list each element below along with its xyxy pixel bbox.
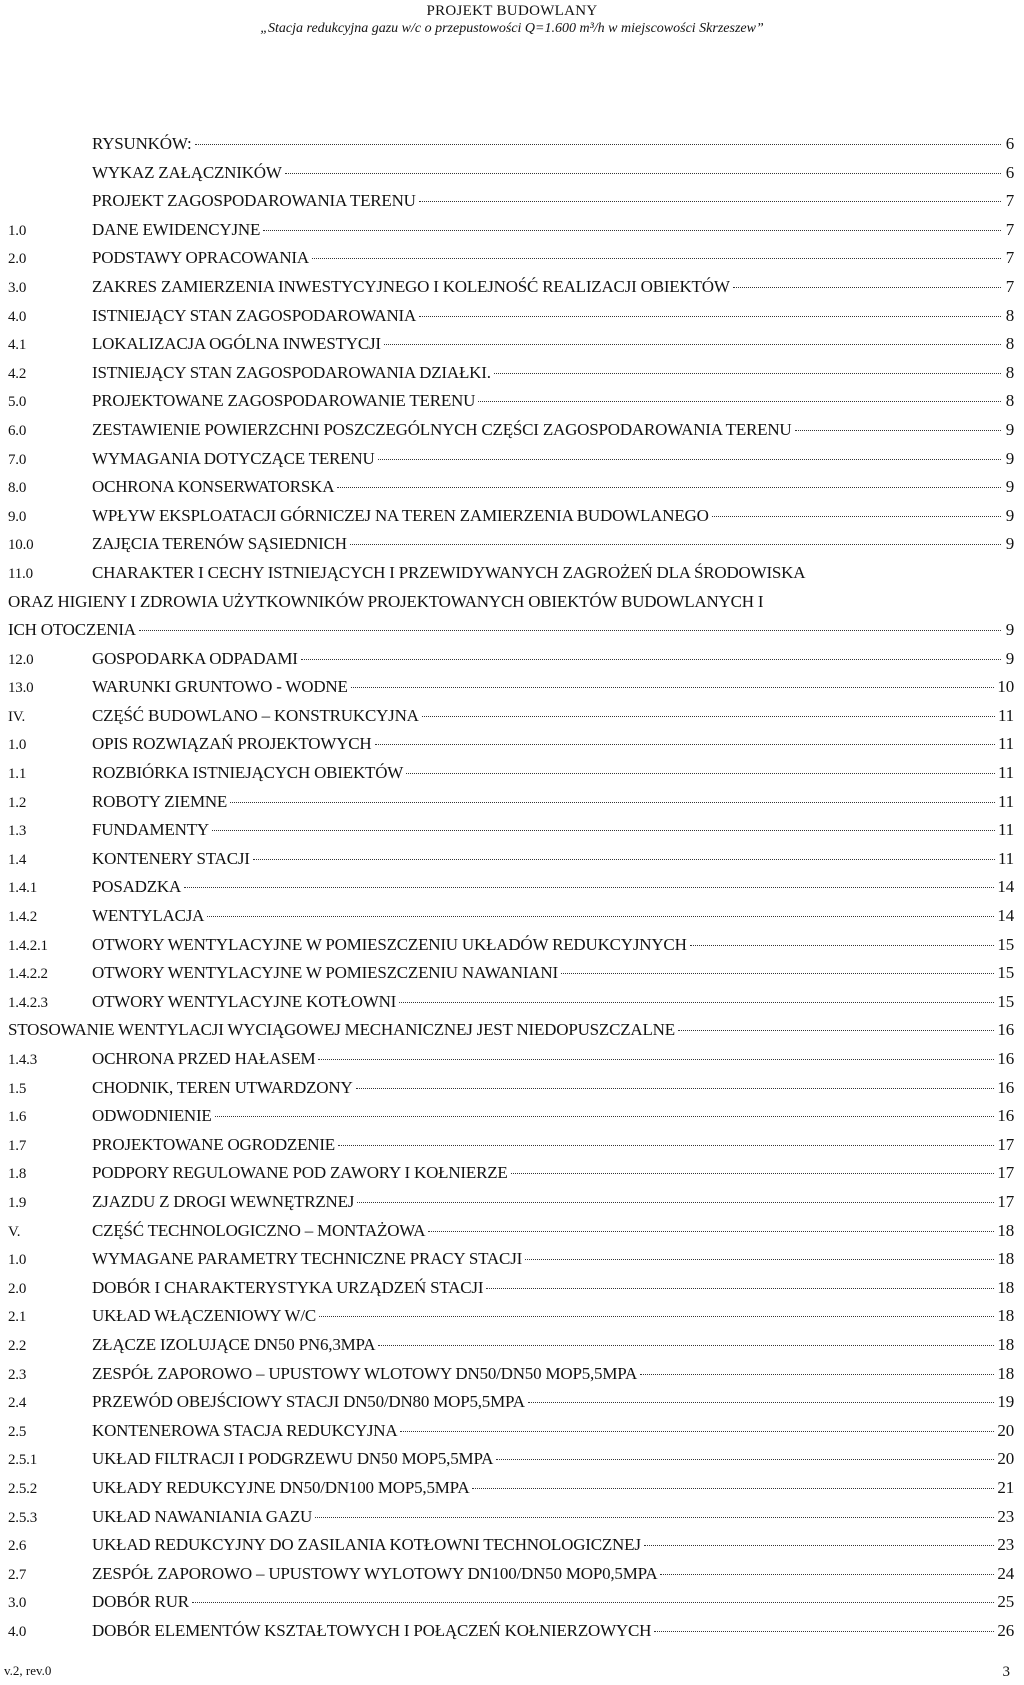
toc-entry-page: 11 [998, 705, 1014, 725]
toc-entry[interactable] [8, 306, 1014, 335]
dot-leader [375, 744, 996, 745]
dot-leader [253, 859, 995, 860]
toc-entry[interactable] [8, 1049, 1014, 1078]
dot-leader [795, 430, 1002, 431]
toc-entry-title: ZŁĄCZE IZOLUJĄCE DN50 PN6,3MPA [92, 1334, 376, 1354]
toc-entry[interactable] [8, 1564, 1014, 1593]
toc-entry-page: 23 [997, 1535, 1014, 1555]
toc-entry-page: 7 [1005, 219, 1014, 239]
toc-entry-title: WYMAGANIA DOTYCZĄCE TERENU [92, 448, 375, 468]
dot-leader [422, 716, 995, 717]
dot-leader [312, 258, 1001, 259]
toc-entry-title: PODPORY REGULOWANE POD ZAWORY I KOŁNIERZE [92, 1163, 508, 1183]
toc-entry-page: 7 [1005, 191, 1014, 211]
toc-entry-page: 9 [1005, 477, 1014, 497]
toc-entry-title: OTWORY WENTYLACYJNE W POMIESZCZENIU UKŁADÓW REDUKCYJNYCH [92, 934, 687, 954]
toc-entry[interactable] [8, 420, 1014, 449]
toc-entry-page: 24 [997, 1563, 1014, 1583]
toc-entry-title: OTWORY WENTYLACYJNE W POMIESZCZENIU NAWANIANI [92, 963, 558, 983]
toc-entry-title: ISTNIEJĄCY STAN ZAGOSPODAROWANIA [92, 305, 417, 325]
toc-entry[interactable] [8, 1020, 1014, 1049]
toc-entry-page: 18 [997, 1220, 1014, 1240]
toc-entry-page: 11 [998, 734, 1014, 754]
toc-entry-number: 2.5.3 [8, 1509, 38, 1526]
toc-entry-page: 9 [1005, 648, 1014, 668]
toc-entry-page: 8 [1005, 391, 1014, 411]
toc-entry-title-end: ICH OTOCZENIA [8, 620, 136, 640]
toc-entry-title: UKŁADY REDUKCYJNE DN50/DN100 MOP5,5MPA [92, 1477, 470, 1497]
toc-entry-page: 11 [998, 820, 1014, 840]
dot-leader [712, 516, 1001, 517]
toc-entry-title: ROZBIÓRKA ISTNIEJĄCYCH OBIEKTÓW [92, 763, 404, 783]
toc-entry-title: DOBÓR RUR [92, 1592, 189, 1612]
toc-entry[interactable] [8, 134, 1014, 163]
toc-entry-page: 16 [997, 1106, 1014, 1126]
toc-entry-title: DANE EWIDENCYJNE [92, 219, 261, 239]
toc-entry-title: OPIS ROZWIĄZAŃ PROJEKTOWYCH [92, 734, 372, 754]
toc-entry-title: ODWODNIENIE [92, 1106, 212, 1126]
toc-entry[interactable] [8, 1364, 1014, 1393]
dot-leader [494, 373, 1001, 374]
dot-leader [496, 1459, 994, 1460]
toc-entry[interactable] [8, 1106, 1014, 1135]
toc-entry-number: 7.0 [8, 451, 27, 468]
dot-leader [378, 459, 1001, 460]
toc-entry-title: LOKALIZACJA OGÓLNA INWESTYCJI [92, 334, 381, 354]
dot-leader [301, 659, 1001, 660]
toc-entry-title: ZESPÓŁ ZAPOROWO – UPUSTOWY WLOTOWY DN50/DN50 MOP5,5MPA [92, 1363, 638, 1383]
toc-entry[interactable] [8, 1392, 1014, 1421]
toc-entry-page: 6 [1005, 162, 1014, 182]
dot-leader [195, 144, 1001, 145]
toc-entry-title: PROJEKT ZAGOSPODAROWANIA TERENU [92, 191, 416, 211]
toc-entry-title: STOSOWANIE WENTYLACJI WYCIĄGOWEJ MECHANICZNEJ JEST NIEDOPUSZCZALNE [8, 1020, 675, 1040]
toc-entry-number: 1.4.2 [8, 909, 38, 926]
header-title: PROJEKT BUDOWLANY [426, 3, 598, 19]
toc-entry-page: 9 [1005, 448, 1014, 468]
toc-entry[interactable] [8, 334, 1014, 363]
toc-entry-page: 14 [997, 877, 1014, 897]
dot-leader [640, 1374, 994, 1375]
toc-entry-number: 10.0 [8, 537, 34, 554]
dot-leader [654, 1631, 994, 1632]
toc-entry[interactable] [8, 1507, 1014, 1536]
dot-leader [318, 1059, 994, 1060]
toc-entry-number: 1.0 [8, 222, 27, 239]
toc-entry-page: 9 [1005, 620, 1014, 640]
dot-leader [356, 1088, 995, 1089]
toc-entry[interactable] [8, 1592, 1014, 1621]
toc-entry-number: 3.0 [8, 279, 27, 296]
toc-entry-title-continued: ORAZ HIGIENY I ZDROWIA UŻYTKOWNIKÓW PROJEKTOWANYCH OBIEKTÓW BUDOWLANYCH I [8, 591, 764, 611]
dot-leader [315, 1517, 994, 1518]
toc-entry-number: 4.0 [8, 308, 27, 325]
toc-entry-page: 9 [1005, 419, 1014, 439]
toc-entry-number: 4.0 [8, 1623, 27, 1640]
toc-entry-title: CHODNIK, TEREN UTWARDZONY [92, 1077, 353, 1097]
toc-entry-number: IV. [8, 708, 26, 725]
toc-entry[interactable] [8, 1221, 1014, 1250]
toc-entry-page: 6 [1005, 134, 1014, 153]
toc-entry-title: WYKAZ ZAŁĄCZNIKÓW [92, 162, 282, 182]
toc-entry-number: 1.1 [8, 766, 27, 783]
toc-entry-title: ZESPÓŁ ZAPOROWO – UPUSTOWY WYLOTOWY DN100/DN50 MOP0,5MPA [92, 1563, 658, 1583]
toc-entry-title: UKŁAD REDUKCYJNY DO ZASILANIA KOTŁOWNI TECHNOLOGICZNEJ [92, 1535, 641, 1555]
dot-leader [285, 173, 1001, 174]
dot-leader [419, 316, 1001, 317]
toc-entry-number: 2.2 [8, 1337, 27, 1354]
toc-entry[interactable] [8, 935, 1014, 964]
toc-entry-page: 8 [1005, 362, 1014, 382]
toc-entry-page: 17 [997, 1134, 1014, 1154]
toc-entry-page: 11 [998, 791, 1014, 811]
toc-entry-title: KONTENEROWA STACJA REDUKCYJNA [92, 1420, 398, 1440]
toc-entry[interactable] [8, 734, 1014, 763]
dot-leader [399, 1002, 994, 1003]
toc-entry-page: 18 [997, 1277, 1014, 1297]
toc-entry-title: PRZEWÓD OBEJŚCIOWY STACJI DN50/DN80 MOP5,5MPA [92, 1392, 525, 1412]
toc-entry[interactable] [8, 1306, 1014, 1335]
dot-leader [678, 1030, 994, 1031]
toc-entry-title: ZAKRES ZAMIERZENIA INWESTYCYJNEGO I KOLEJNOŚĆ REALIZACJI OBIEKTÓW [92, 276, 730, 296]
toc-entry-number: 3.0 [8, 1595, 27, 1612]
toc-entry[interactable] [8, 877, 1014, 906]
toc-entry-number: 1.8 [8, 1166, 27, 1183]
toc-entry[interactable] [8, 1449, 1014, 1478]
toc-entry[interactable] [8, 1278, 1014, 1307]
table-of-contents [8, 134, 1014, 1649]
toc-entry-title: GOSPODARKA ODPADAMI [92, 648, 298, 668]
dot-leader [511, 1173, 995, 1174]
toc-entry[interactable] [8, 1192, 1014, 1221]
toc-entry-title: PROJEKTOWANE ZAGOSPODAROWANIE TERENU [92, 391, 476, 411]
toc-entry[interactable] [8, 563, 1014, 649]
toc-entry-page: 14 [997, 906, 1014, 926]
toc-entry-number: 11.0 [8, 565, 33, 582]
toc-entry-number: 1.0 [8, 737, 27, 754]
toc-entry[interactable] [8, 363, 1014, 392]
toc-entry-title: ZESTAWIENIE POWIERZCHNI POSZCZEGÓLNYCH CZĘŚCI ZAGOSPODAROWANIA TERENU [92, 419, 792, 439]
toc-entry-page: 7 [1005, 276, 1014, 296]
toc-entry-page: 17 [997, 1163, 1014, 1183]
dot-leader [406, 773, 995, 774]
toc-entry-title: WARUNKI GRUNTOWO - WODNE [92, 677, 348, 697]
dot-leader [733, 287, 1001, 288]
toc-entry[interactable] [8, 677, 1014, 706]
toc-entry-number: 1.0 [8, 1252, 27, 1269]
toc-entry[interactable] [8, 191, 1014, 220]
toc-entry-number: 1.3 [8, 823, 27, 840]
dot-leader [486, 1288, 994, 1289]
toc-entry-title: DOBÓR I CHARAKTERYSTYKA URZĄDZEŃ STACJI [92, 1277, 484, 1297]
toc-entry-number: 13.0 [8, 680, 34, 697]
toc-entry-title: KONTENERY STACJI [92, 848, 250, 868]
dot-leader [337, 487, 1001, 488]
toc-entry-title: PROJEKTOWANE OGRODZENIE [92, 1134, 335, 1154]
toc-entry-number: 1.7 [8, 1137, 27, 1154]
toc-entry[interactable] [8, 820, 1014, 849]
toc-entry-page: 8 [1005, 305, 1014, 325]
toc-entry-page: 18 [997, 1363, 1014, 1383]
toc-entry[interactable] [8, 1135, 1014, 1164]
toc-entry-title: ISTNIEJĄCY STAN ZAGOSPODAROWANIA DZIAŁKI. [92, 362, 491, 382]
toc-entry-number: 2.5 [8, 1423, 27, 1440]
toc-entry-number: 2.5.1 [8, 1452, 38, 1469]
toc-entry-number: 2.4 [8, 1395, 27, 1412]
dot-leader [660, 1574, 994, 1575]
toc-entry[interactable] [8, 1621, 1014, 1650]
toc-entry-number: 1.9 [8, 1194, 27, 1211]
toc-entry-number: 4.2 [8, 365, 27, 382]
toc-entry-page: 25 [997, 1592, 1014, 1612]
dot-leader [350, 544, 1001, 545]
toc-entry-page: 9 [1005, 534, 1014, 554]
toc-entry-number: 1.4.2.3 [8, 994, 48, 1011]
toc-entry-page: 16 [997, 1020, 1014, 1040]
toc-entry-page: 8 [1005, 334, 1014, 354]
toc-entry-page: 10 [997, 677, 1014, 697]
toc-entry[interactable] [8, 763, 1014, 792]
toc-entry-page: 16 [997, 1077, 1014, 1097]
toc-entry-title: WYMAGANE PARAMETRY TECHNICZNE PRACY STACJI [92, 1249, 523, 1269]
toc-entry-number: 2.7 [8, 1566, 27, 1583]
toc-entry-title: UKŁAD FILTRACJI I PODGRZEWU DN50 MOP5,5MPA [92, 1449, 494, 1469]
toc-entry-number: 2.1 [8, 1309, 27, 1326]
toc-entry-title: UKŁAD WŁĄCZENIOWY W/C [92, 1306, 317, 1326]
toc-entry-page: 9 [1005, 505, 1014, 525]
toc-entry-number: 2.5.2 [8, 1480, 38, 1497]
toc-entry-title: OTWORY WENTYLACYJNE KOTŁOWNI [92, 991, 397, 1011]
toc-entry-title: WENTYLACJA [92, 906, 205, 926]
dot-leader [338, 1145, 994, 1146]
toc-entry[interactable] [8, 449, 1014, 478]
toc-entry-number: 1.4.2.1 [8, 937, 48, 954]
dot-leader [472, 1488, 994, 1489]
toc-entry-number: 2.3 [8, 1366, 27, 1383]
toc-entry-page: 7 [1005, 248, 1014, 268]
toc-entry[interactable] [8, 277, 1014, 306]
toc-entry-number: 1.4 [8, 851, 27, 868]
toc-entry-page: 20 [997, 1420, 1014, 1440]
dot-leader [263, 230, 1001, 231]
toc-entry-page: 23 [997, 1506, 1014, 1526]
dot-leader [525, 1259, 994, 1260]
toc-entry-title: ZAJĘCIA TERENÓW SĄSIEDNICH [92, 534, 347, 554]
toc-entry-title: PODSTAWY OPRACOWANIA [92, 248, 309, 268]
toc-entry[interactable] [8, 220, 1014, 249]
dot-leader [384, 344, 1001, 345]
toc-entry-page: 18 [997, 1249, 1014, 1269]
toc-entry-page: 18 [997, 1306, 1014, 1326]
toc-entry[interactable] [8, 992, 1014, 1021]
toc-entry[interactable] [8, 906, 1014, 935]
toc-entry-number: 1.4.3 [8, 1052, 38, 1068]
toc-entry[interactable] [8, 534, 1014, 563]
toc-entry-page: 18 [997, 1334, 1014, 1354]
toc-entry-number: 1.6 [8, 1109, 27, 1126]
toc-entry-number: 2.6 [8, 1538, 27, 1555]
dot-leader [428, 1231, 994, 1232]
toc-entry-number: 4.1 [8, 337, 27, 354]
dot-leader [192, 1602, 994, 1603]
revision-label: v.2, rev.0 [4, 1663, 52, 1678]
dot-leader [478, 401, 1001, 402]
toc-entry-number: 9.0 [8, 508, 27, 525]
toc-entry[interactable] [8, 1163, 1014, 1192]
toc-entry[interactable] [8, 849, 1014, 878]
toc-entry-title: ZJAZDU Z DROGI WEWNĘTRZNEJ [92, 1191, 355, 1211]
toc-entry[interactable] [8, 963, 1014, 992]
toc-entry[interactable] [8, 1478, 1014, 1507]
toc-entry-page: 21 [997, 1477, 1014, 1497]
toc-entry-title: RYSUNKÓW: [92, 134, 192, 153]
header-subtitle: „Stacja redukcyjna gazu w/c o przepustowości Q=1.600 m³/h w miejscowości Skrzeszew” [260, 21, 764, 36]
toc-entry-number: V. [8, 1223, 21, 1240]
toc-entry-page: 15 [997, 991, 1014, 1011]
dot-leader [212, 830, 995, 831]
toc-entry-page: 11 [998, 763, 1014, 783]
toc-entry-page: 15 [997, 963, 1014, 983]
toc-entry-number: 1.2 [8, 794, 27, 811]
toc-entry[interactable] [8, 1078, 1014, 1107]
toc-entry-page: 19 [997, 1392, 1014, 1412]
toc-entry[interactable] [8, 792, 1014, 821]
toc-entry[interactable] [8, 706, 1014, 735]
toc-entry-title: OCHRONA PRZED HAŁASEM [92, 1049, 316, 1068]
toc-entry[interactable] [8, 477, 1014, 506]
toc-entry-page: 26 [997, 1620, 1014, 1640]
toc-entry[interactable] [8, 1421, 1014, 1450]
toc-entry-title: DOBÓR ELEMENTÓW KSZTAŁTOWYCH I POŁĄCZEŃ KOŁNIERZOWYCH [92, 1620, 652, 1640]
dot-leader [357, 1202, 994, 1203]
toc-entry[interactable] [8, 649, 1014, 678]
dot-leader [319, 1316, 994, 1317]
dot-leader [351, 687, 995, 688]
dot-leader [528, 1402, 995, 1403]
toc-entry-number: 12.0 [8, 651, 34, 668]
dot-leader [207, 916, 994, 917]
toc-entry-number: 1.4.2.2 [8, 966, 48, 983]
toc-entry-title: CZĘŚĆ TECHNOLOGICZNO – MONTAŻOWA [92, 1220, 426, 1240]
document-header [0, 2, 1024, 37]
toc-entry-title: FUNDAMENTY [92, 820, 210, 840]
toc-entry-page: 15 [997, 934, 1014, 954]
dot-leader [184, 887, 994, 888]
toc-entry-number: 1.5 [8, 1080, 27, 1097]
dot-leader [690, 945, 995, 946]
toc-entry-page: 11 [998, 848, 1014, 868]
toc-entry-page: 20 [997, 1449, 1014, 1469]
toc-entry-title: WPŁYW EKSPLOATACJI GÓRNICZEJ NA TEREN ZAMIERZENIA BUDOWLANEGO [92, 505, 709, 525]
dot-leader [644, 1545, 995, 1546]
toc-entry-page: 16 [997, 1049, 1014, 1068]
toc-entry-title: CZĘŚĆ BUDOWLANO – KONSTRUKCYJNA [92, 705, 419, 725]
toc-entry[interactable] [8, 163, 1014, 192]
toc-entry-number: 5.0 [8, 394, 27, 411]
dot-leader [139, 630, 1001, 631]
toc-entry-number: 1.4.1 [8, 880, 38, 897]
toc-entry[interactable] [8, 1249, 1014, 1278]
toc-entry[interactable] [8, 391, 1014, 420]
toc-entry-title: POSADZKA [92, 877, 182, 897]
dot-leader [230, 802, 995, 803]
toc-entry[interactable] [8, 1335, 1014, 1364]
dot-leader [378, 1345, 994, 1346]
toc-entry-number: 2.0 [8, 1280, 27, 1297]
toc-entry-number: 2.0 [8, 251, 27, 268]
page-number: 3 [1002, 1664, 1010, 1680]
toc-entry-title: CHARAKTER I CECHY ISTNIEJĄCYCH I PRZEWIDYWANYCH ZAGROŻEŃ DLA ŚRODOWISKA [92, 562, 806, 582]
toc-entry[interactable] [8, 1535, 1014, 1564]
dot-leader [400, 1431, 994, 1432]
toc-entry-number: 8.0 [8, 480, 27, 497]
toc-entry-title: OCHRONA KONSERWATORSKA [92, 477, 335, 497]
toc-entry-number: 6.0 [8, 422, 27, 439]
toc-entry-title: ROBOTY ZIEMNE [92, 791, 228, 811]
dot-leader [561, 973, 994, 974]
dot-leader [419, 201, 1001, 202]
dot-leader [215, 1116, 995, 1117]
toc-entry-title: UKŁAD NAWANIANIA GAZU [92, 1506, 313, 1526]
toc-entry[interactable] [8, 506, 1014, 535]
toc-entry-page: 17 [997, 1191, 1014, 1211]
toc-entry[interactable] [8, 248, 1014, 277]
